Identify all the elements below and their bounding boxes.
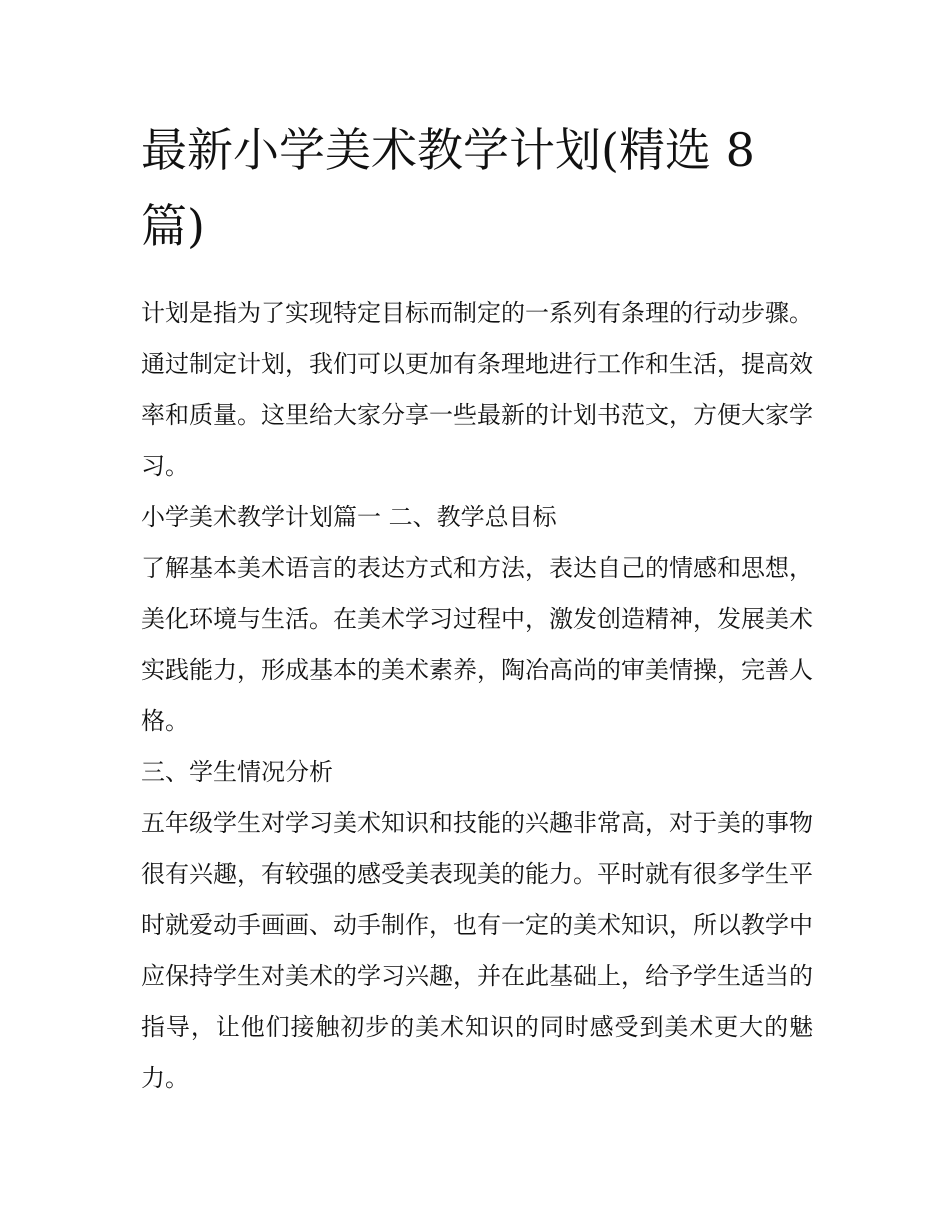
goals-paragraph: 了解基本美术语言的表达方式和方法，表达自己的情感和思想，美化环境与生活。在美术学习过程中，激发创造精神，发展美术实践能力，形成基本的美术素养，陶冶高尚的审美情操，完善人格。 — [141, 554, 813, 735]
document-title: 最新小学美术教学计划(精选 8 篇) — [141, 123, 755, 253]
section-heading-student-analysis: 三、学生情况分析 — [141, 758, 333, 786]
section-heading-goals: 小学美术教学计划篇一 二、教学总目标 — [141, 503, 557, 531]
title-spacer — [141, 264, 813, 288]
intro-paragraph: 计划是指为了实现特定目标而制定的一系列有条理的行动步骤。通过制定计划，我们可以更加有条理地进行工作和生活，提高效率和质量。这里给大家分享一些最新的计划书范文，方便大家学习。 — [141, 299, 813, 480]
student-analysis-paragraph: 五年级学生对学习美术知识和技能的兴趣非常高，对于美的事物很有兴趣，有较强的感受美表现美的能力。平时就有很多学生平时就爱动手画画、动手制作，也有一定的美术知识，所以教学中应保持学生对美术的学习兴趣，并在此基础上，给予学生适当的指导，让他们接触初步的美术知识的同时感受到美术更大的魅力。 — [141, 809, 813, 1092]
document-body — [141, 112, 813, 1104]
